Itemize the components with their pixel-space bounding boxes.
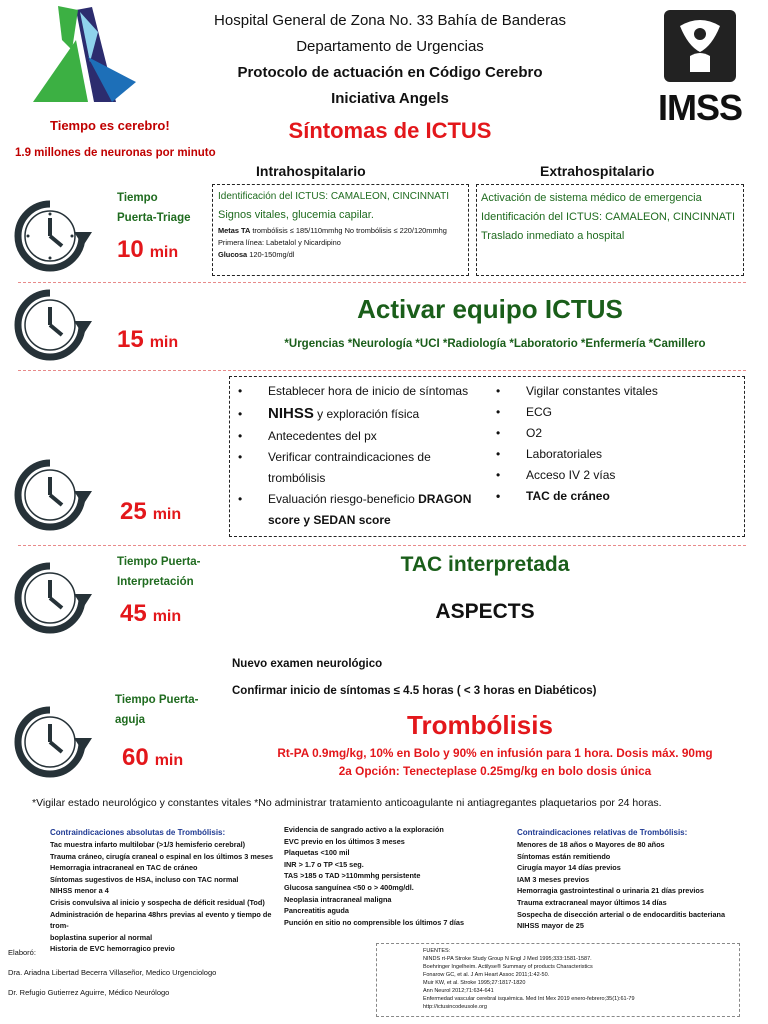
protocol-title: Protocolo de actuación en Código Cerebro [237, 64, 543, 81]
imss-logo [650, 6, 750, 128]
relativas-item: Síntomas están remitiendo [517, 851, 611, 861]
check-vitales: • Vigilar constantes vitales [490, 381, 740, 402]
absolutas-item: boplastina superior al normal [50, 932, 153, 942]
extra-line-3: Traslado inmediato a hospital [481, 230, 625, 242]
absolutas-item: Hemorragia intracraneal en TAC de cráneo [50, 863, 198, 873]
checklist-box [229, 376, 745, 537]
t1-label-1: Tiempo [117, 192, 158, 204]
relativas-title: Contraindicaciones relativas de Trombólisis: [517, 828, 688, 837]
separator [18, 545, 746, 546]
intra-line-2: Signos vitales, glucemia capilar. [218, 209, 374, 221]
initiative: Iniciativa Angels [331, 90, 449, 107]
clock-icon [10, 196, 100, 280]
absolutas-item: Tac muestra infarto multilobar (>1/3 hemisferio cerebral) [50, 840, 246, 849]
separator [18, 370, 746, 371]
tagline: Tiempo es cerebro! [50, 118, 170, 133]
author-2: Dr. Refugio Gutierrez Aguirre, Médico Neurólogo [8, 988, 170, 997]
check-o2: • O2 [490, 423, 740, 444]
aspects: ASPECTS [435, 600, 535, 623]
t4-unit: min [152, 608, 182, 625]
absolutas-item: Plaquetas <100 mil [284, 848, 350, 858]
logo-graphic [28, 2, 138, 108]
absolutas-item: Historia de EVC hemorragico previo [50, 944, 175, 954]
clock-icon [10, 558, 100, 642]
absolutas-item: Evidencia de sangrado activo a la exploración [284, 825, 444, 834]
sintomas-title: Síntomas de ICTUS [288, 118, 492, 143]
clock-icon [10, 285, 100, 369]
absolutas-item: Pancreatitis aguda [284, 906, 349, 916]
intra-box [212, 184, 469, 276]
absolutas-item: Glucosa sanguínea <50 o > 400mg/dl. [284, 882, 414, 892]
activar-title: Activar equipo ICTUS [357, 294, 623, 324]
fuente-item: NINDS rt-PA Stroke Study Group N Engl J Med 1995;333:1581-1587. [423, 956, 592, 962]
tagline-neurons: 1.9 millones de neuronas por minuto [15, 147, 216, 159]
separator [18, 282, 746, 283]
author-1: Dra. Ariadna Libertad Becerra Villaseñor, Medico Urgenciologo [8, 968, 217, 977]
team-list: *Urgencias *Neurología *UCI *Radiología *Laboratorio *Enfermería *Camillero [284, 338, 706, 350]
monitoring-note: *Vigilar estado neurológico y constantes vitales *No administrar tratamiento anticoagulante ni antiagregantes plaquetarios por 24 horas. [32, 797, 662, 809]
fuentes-box [376, 943, 740, 1017]
check-ecg: • ECG [490, 402, 740, 423]
extra-line-1: Activación de sistema médico de emergencia [481, 192, 702, 204]
t1-unit: min [149, 244, 179, 261]
hospital-name: Hospital General de Zona No. 33 Bahía de Banderas [214, 12, 566, 29]
trombolisis-title: Trombólisis [407, 710, 553, 740]
relativas-item: Hemorragia gastrointestinal o urinaria 21 días previos [517, 886, 704, 896]
relativas-item: Cirugía mayor 14 días previos [517, 863, 621, 873]
elaboro-label: Elaboró: [8, 948, 36, 957]
t5-label-1: Tiempo Puerta- [115, 694, 199, 706]
t1-label-2: Puerta-Triage [117, 212, 191, 224]
check-laboratoriales: • Laboratoriales [490, 444, 740, 465]
clock-icon [10, 455, 100, 539]
intra-metas-text: trombólisis ≤ 185/110mmhg No trombólisis ≤ 220/120mmhg Primera línea: Labetalol y Nicardipino [218, 226, 447, 247]
check-nihss [232, 402, 486, 426]
fuente-item: Muir KW, et al. Stroke 1995;27:1817-1820 [423, 980, 526, 986]
riesgo-text: Evaluación riesgo-beneficio [268, 492, 419, 506]
fuente-item: Boehringer Ingelheim. Actilyse® Summary of products Characteristics [423, 964, 593, 970]
imss-emblem-icon [650, 6, 750, 86]
t3-unit: min [152, 506, 182, 523]
relativas-item: Trauma extracraneal mayor últimos 14 días [517, 897, 667, 907]
t3-number: 25 [120, 498, 147, 525]
intra-title: Intrahospitalario [256, 163, 366, 179]
t4-label-1: Tiempo Puerta- [117, 556, 201, 568]
fuente-item: Enfermedad vascular cerebral isquémica. Med Int Mex 2019 enero-febrero;35(1):61-79 [423, 996, 635, 1002]
absolutas-item: TAS >185 o TAD >110mmhg persistente [284, 871, 421, 881]
fuente-item: http://ictusincodeusole.org [423, 1004, 487, 1010]
nihss-text: y exploración física [313, 407, 420, 421]
extra-box [476, 184, 744, 276]
t1-number: 10 [117, 236, 144, 263]
t4-label-2: Interpretación [117, 576, 194, 588]
fuentes-title: FUENTES: [423, 948, 451, 954]
fuente-item: Ann Neurol 2012;71:634-641 [423, 988, 494, 994]
fuente-item: Fonarow GC, et al. J Am Heart Assoc 2011;1:42-50. [423, 972, 550, 978]
relativas-item: NIHSS mayor de 25 [517, 921, 584, 931]
check-tac: • TAC de cráneo [490, 486, 740, 507]
intra-line-4 [218, 249, 463, 261]
absolutas-item: Administración de heparina 48hrs previas al evento y tiempo de trom- [50, 909, 272, 931]
nihss-label: NIHSS [268, 405, 314, 422]
absolutas-item: Trauma cráneo, cirugía craneal o espinal en los últimos 3 meses [50, 851, 274, 861]
riesgo-scores: DRAGON score y SEDAN score [268, 492, 472, 527]
check-contraindicaciones: • Verificar contraindicaciones de trombólisis [232, 447, 486, 489]
confirm-onset: Confirmar inicio de síntomas ≤ 4.5 horas ( < 3 horas en Diabéticos) [232, 685, 597, 697]
absolutas-item: Neoplasia intracraneal maligna [284, 894, 392, 904]
t5-unit: min [154, 752, 184, 769]
relativas-item: Menores de 18 años o Mayores de 80 años [517, 840, 665, 849]
intra-glucosa-label: Glucosa [218, 250, 248, 259]
relativas-item: Sospecha de disección arterial o de endocarditis bacteriana [517, 909, 726, 919]
absolutas-item: Punción en sitio no comprensible los últimos 7 días [284, 917, 465, 927]
check-riesgo [232, 489, 486, 531]
department: Departamento de Urgencias [296, 38, 484, 55]
check-acceso-iv: • Acceso IV 2 vías [490, 465, 740, 486]
absolutas-item: Síntomas sugestivos de HSA, incluso con TAC normal [50, 874, 239, 884]
tenecteplase-dose: 2a Opción: Tenecteplase 0.25mg/kg en bolo dosis única [338, 764, 652, 778]
rtpa-dose: Rt-PA 0.9mg/kg, 10% en Bolo y 90% en infusión para 1 hora. Dosis máx. 90mg [277, 746, 713, 760]
intra-metas-label: Metas TA [218, 226, 251, 235]
absolutas-item: INR > 1.7 o TP <15 seg. [284, 859, 364, 869]
clock-icon [10, 702, 100, 786]
extra-line-2: Identificación del ICTUS: CAMALEON, CINCINNATI [481, 211, 736, 223]
absolutas-item: NIHSS menor a 4 [50, 886, 109, 896]
neuro-exam: Nuevo examen neurológico [232, 658, 383, 670]
t5-number: 60 [122, 744, 149, 771]
absolutas-item: Crisis convulsiva al inicio y sospecha de déficit residual (Tod) [50, 897, 265, 907]
absolutas-item: EVC previo en los últimos 3 meses [284, 836, 405, 846]
absolutas-title: Contraindicaciones absolutas de Trombólisis: [50, 828, 226, 837]
check-inicio: • Establecer hora de inicio de síntomas [232, 381, 486, 402]
t5-label-2: aguja [115, 714, 146, 726]
check-antecedentes: • Antecedentes del px [232, 426, 486, 447]
hospital-logo [28, 2, 138, 108]
t2-unit: min [149, 334, 179, 351]
intra-line-3 [218, 225, 463, 249]
t2-number: 15 [117, 326, 144, 353]
imss-text: IMSS [657, 87, 742, 128]
intra-line-1: Identificación del ICTUS: CAMALEON, CINCINNATI [218, 191, 449, 202]
tac-title: TAC interpretada [400, 553, 570, 576]
relativas-item: IAM 3 meses previos [517, 874, 590, 884]
extra-title: Extrahospitalario [540, 163, 655, 179]
intra-glucosa-text: 120-150mg/dl [247, 250, 295, 259]
t4-number: 45 [120, 600, 147, 627]
